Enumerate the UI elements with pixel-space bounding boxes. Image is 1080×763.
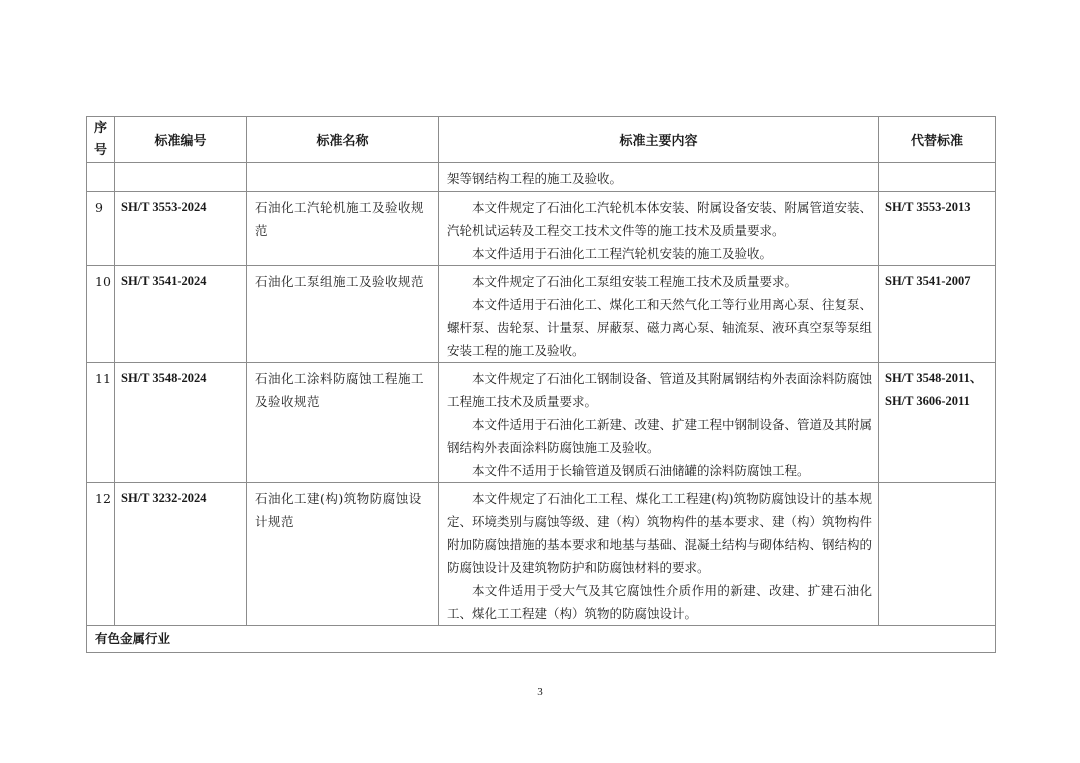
cell-code: SH/T 3541-2024 xyxy=(115,266,247,363)
cell-content xyxy=(439,266,879,363)
header-seq-label: 序号 xyxy=(93,120,107,158)
cell-replaced: SH/T 3548-2011、 SH/T 3606-2011 xyxy=(879,363,996,483)
table-row-continuation xyxy=(87,163,996,192)
table-row xyxy=(87,483,996,626)
cell-replaced xyxy=(879,163,996,192)
cell-seq: 10 xyxy=(87,266,115,363)
cell-content xyxy=(439,163,879,192)
header-seq xyxy=(87,117,115,163)
header-name: 标准名称 xyxy=(247,117,439,163)
content-paragraph: 本文件不适用于长输管道及钢质石油储罐的涂料防腐蚀工程。 xyxy=(472,463,810,478)
cell-seq: 9 xyxy=(87,192,115,266)
cell-code: SH/T 3553-2024 xyxy=(115,192,247,266)
table-row xyxy=(87,192,996,266)
table-row xyxy=(87,363,996,483)
content-paragraph: 本文件适用于受大气及其它腐蚀性介质作用的新建、改建、扩建石油化工、煤化工工程建（构）筑物的防腐蚀设计。 xyxy=(447,583,872,621)
cell-seq: 11 xyxy=(87,363,115,483)
cell-name: 石油化工建(构)筑物防腐蚀设计规范 xyxy=(247,483,439,626)
cell-name: 石油化工泵组施工及验收规范 xyxy=(247,266,439,363)
content-paragraph: 本文件规定了石油化工汽轮机本体安装、附属设备安装、附属管道安装、汽轮机试运转及工程交工技术文件等的施工技术及质量要求。 xyxy=(447,200,873,238)
cell-name: 石油化工汽轮机施工及验收规范 xyxy=(247,192,439,266)
section-label: 有色金属行业 xyxy=(95,631,171,646)
cell-replaced xyxy=(879,483,996,626)
section-label-cell xyxy=(87,626,996,653)
standards-table xyxy=(86,116,996,653)
cell-content xyxy=(439,363,879,483)
content-paragraph: 本文件规定了石油化工钢制设备、管道及其附属钢结构外表面涂料防腐蚀工程施工技术及质量要求。 xyxy=(447,371,873,409)
cell-replaced: SH/T 3553-2013 xyxy=(879,192,996,266)
cell-name: 石油化工涂料防腐蚀工程施工及验收规范 xyxy=(247,363,439,483)
cell-code xyxy=(115,163,247,192)
page-number: 3 xyxy=(537,686,543,698)
section-row xyxy=(87,626,996,653)
content-paragraph: 本文件规定了石油化工工程、煤化工工程建(构)筑物防腐蚀设计的基本规定、环境类别与腐蚀等级、建（构）筑物构件的基本要求、建（构）筑物构件附加防腐蚀措施的基本要求和地基与基础、混凝土结构与砌体结构、钢结构的防腐蚀设计及建筑物防护和防腐蚀材料的要求。 xyxy=(447,491,873,575)
cell-seq xyxy=(87,163,115,192)
content-paragraph: 本文件适用于石油化工、煤化工和天然气化工等行业用离心泵、往复泵、螺杆泵、齿轮泵、计量泵、屏蔽泵、磁力离心泵、轴流泵、液环真空泵等泵组安装工程的施工及验收。 xyxy=(447,297,873,358)
cell-code: SH/T 3232-2024 xyxy=(115,483,247,626)
header-replaced: 代替标准 xyxy=(879,117,996,163)
cell-code: SH/T 3548-2024 xyxy=(115,363,247,483)
cell-seq: 12 xyxy=(87,483,115,626)
content-paragraph: 本文件规定了石油化工泵组安装工程施工技术及质量要求。 xyxy=(472,274,798,289)
header-content: 标准主要内容 xyxy=(439,117,879,163)
content-paragraph: 本文件适用于石油化工工程汽轮机安装的施工及验收。 xyxy=(472,246,773,261)
cell-name xyxy=(247,163,439,192)
content-paragraph: 架等钢结构工程的施工及验收。 xyxy=(447,171,623,186)
header-code: 标准编号 xyxy=(115,117,247,163)
cell-content xyxy=(439,483,879,626)
table-row xyxy=(87,266,996,363)
cell-content xyxy=(439,192,879,266)
table-header-row xyxy=(87,117,996,163)
content-paragraph: 本文件适用于石油化工新建、改建、扩建工程中钢制设备、管道及其附属钢结构外表面涂料防腐蚀施工及验收。 xyxy=(447,417,873,455)
cell-replaced: SH/T 3541-2007 xyxy=(879,266,996,363)
